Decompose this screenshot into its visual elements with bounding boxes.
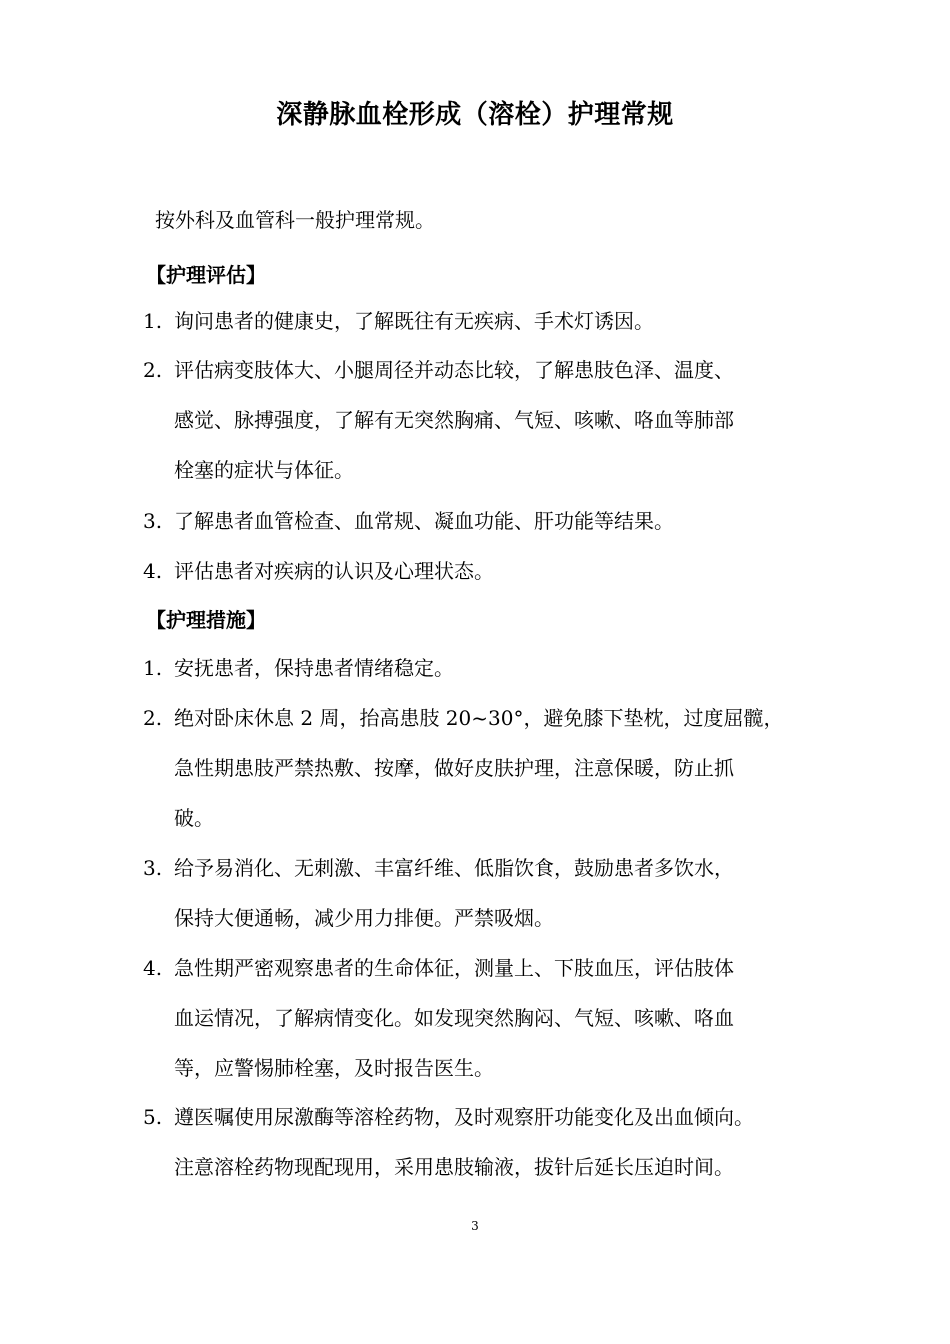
measure-item-1 bbox=[143, 643, 823, 693]
item-text-line: 栓塞的症状与体征。 bbox=[174, 458, 354, 482]
section-heading-measures: 【护理措施】 bbox=[146, 608, 266, 632]
measure-item-2 bbox=[143, 693, 823, 843]
item-text: 了解患者血管检查、血常规、凝血功能、肝功能等结果。 bbox=[174, 509, 674, 533]
item-text-line: 注意溶栓药物现配现用，采用患肢输液，拔针后延长压迫时间。 bbox=[174, 1155, 734, 1179]
item-text: 询问患者的健康史，了解既往有无疾病、手术灯诱因。 bbox=[174, 309, 654, 333]
item-number: 2. bbox=[143, 706, 163, 730]
page-number: 3 bbox=[471, 1219, 479, 1233]
assessment-item-2 bbox=[143, 345, 823, 495]
item-text-line: 给予易消化、无刺激、丰富纤维、低脂饮食，鼓励患者多饮水， bbox=[174, 856, 734, 880]
intro-paragraph: 按外科及血管科一般护理常规。 bbox=[155, 208, 435, 232]
assessment-item-1 bbox=[143, 296, 823, 346]
section-heading-assessment: 【护理评估】 bbox=[146, 263, 266, 287]
item-number: 3. bbox=[143, 856, 163, 880]
item-text-line: 保持大便通畅，减少用力排便。严禁吸烟。 bbox=[174, 906, 554, 930]
item-text: 评估患者对疾病的认识及心理状态。 bbox=[174, 559, 494, 583]
item-number: 3. bbox=[143, 509, 163, 533]
item-text-line: 绝对卧床休息 2 周，抬高患肢 20~30°，避免膝下垫枕，过度屈髋， bbox=[174, 706, 784, 730]
item-text-line: 遵医嘱使用尿激酶等溶栓药物，及时观察肝功能变化及出血倾向。 bbox=[174, 1105, 754, 1129]
item-text-line: 血运情况，了解病情变化。如发现突然胸闷、气短、咳嗽、咯血 bbox=[174, 1006, 734, 1030]
assessment-item-4 bbox=[143, 546, 823, 596]
item-number: 1. bbox=[143, 656, 163, 680]
item-text-line: 破。 bbox=[174, 806, 214, 830]
measure-item-4 bbox=[143, 943, 823, 1093]
item-text: 安抚患者，保持患者情绪稳定。 bbox=[174, 656, 454, 680]
measure-item-3 bbox=[143, 843, 823, 943]
item-number: 4. bbox=[143, 956, 163, 980]
item-text-line: 感觉、脉搏强度，了解有无突然胸痛、气短、咳嗽、咯血等肺部 bbox=[174, 408, 734, 432]
item-text-line: 急性期严密观察患者的生命体征，测量上、下肢血压，评估肢体 bbox=[174, 956, 734, 980]
measure-item-5 bbox=[143, 1092, 823, 1192]
item-text-line: 急性期患肢严禁热敷、按摩，做好皮肤护理，注意保暖，防止抓 bbox=[174, 756, 734, 780]
page-title: 深静脉血栓形成（溶栓）护理常规 bbox=[276, 100, 674, 130]
item-number: 1. bbox=[143, 309, 163, 333]
item-text-line: 评估病变肢体大、小腿周径并动态比较，了解患肢色泽、温度、 bbox=[174, 358, 734, 382]
item-number: 5. bbox=[143, 1105, 163, 1129]
item-number: 2. bbox=[143, 358, 163, 382]
item-text-line: 等，应警惕肺栓塞，及时报告医生。 bbox=[174, 1056, 494, 1080]
item-number: 4. bbox=[143, 559, 163, 583]
assessment-item-3 bbox=[143, 496, 823, 546]
